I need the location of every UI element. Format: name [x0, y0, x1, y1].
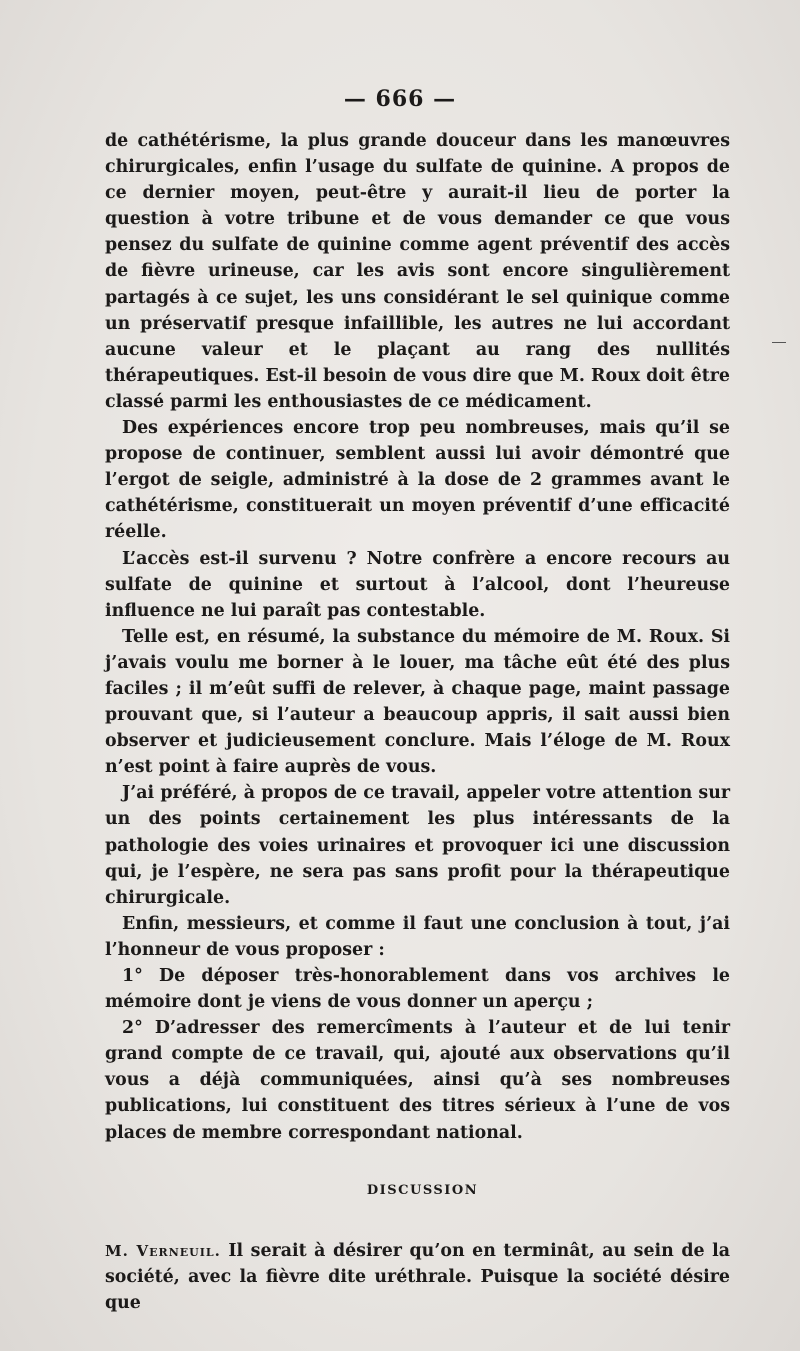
paragraph-5: J’ai préféré, à propos de ce travail, appeler votre attention sur un des points certainement les plus intéressants de la pathologie des voies urinaires et provoquer ici une discussion qui, je l’espère, ne sera pas sans profit pour la thérapeutique chirurgicale. — [105, 783, 730, 908]
body-text — [105, 128, 730, 1316]
speaker-name: M. Verneuil. — [105, 1241, 221, 1260]
paragraph-1: de cathétérisme, la plus grande douceur dans les manœuvres chirurgicales, enfin l’usage du sulfate de quinine. A propos de ce dernier moyen, peut-être y aurait-il lieu de porter la question à votre tribune et de vous demander ce que vous pensez du sulfate de quinine comme agent préventif des accès de fièvre urineuse, car les avis sont encore singulièrement partagés à ce sujet, les uns considérant le sel quinique comme un préservatif presque infaillible, les autres ne lui accordant aucune valeur et le plaçant au rang des nullités thérapeutiques. Est-il besoin de vous dire que M. Roux doit être classé parmi les enthousiastes de ce médicament. — [105, 131, 730, 412]
margin-mark — [772, 342, 786, 343]
paragraph-2: Des expériences encore trop peu nombreuses, mais qu’il se propose de continuer, semblent aussi lui avoir démontré que l’ergot de seigle, administré à la dose de 2 grammes avant le cathétérisme, constituerait un moyen préventif d’une efficacité réelle. — [105, 418, 730, 543]
discussion-text: Il serait à désirer qu’on en terminât, au sein de la société, avec la fièvre dite uréthrale. Puisque la société désire que — [105, 1240, 730, 1313]
page-number: — 666 — — [343, 86, 457, 112]
paragraph-7: 1° De déposer très-honorablement dans vos archives le mémoire dont je viens de vous donner un aperçu ; — [105, 966, 730, 1013]
paragraph-4: Telle est, en résumé, la substance du mémoire de M. Roux. Si j’avais voulu me borner à le louer, ma tâche eût été des plus faciles ; il m’eût suffi de relever, à chaque page, maint passage prouvant que, si l’auteur a beaucoup appris, il sait aussi bien observer et judicieusement conclure. Mais l’éloge de M. Roux n’est point à faire auprès de vous. — [105, 626, 730, 778]
paragraph-8: 2° D’adresser des remercîments à l’auteur et de lui tenir grand compte de ce travail, qui, ajouté aux observations qu’il vous a déjà communiquées, ainsi qu’à ses nombreuses publications, lui constituent des titres sérieux à l’une de vos places de membre correspondant national. — [105, 1018, 730, 1143]
section-heading: DISCUSSION — [366, 1182, 479, 1198]
paragraph-3: L’accès est-il survenu ? Notre confrère a encore recours au sulfate de quinine et surtout à l’alcool, dont l’heureuse influence ne lui paraît pas contestable. — [105, 548, 730, 621]
paragraph-6: Enfin, messieurs, et comme il faut une conclusion à tout, j’ai l’honneur de vous proposer : — [105, 913, 730, 960]
discussion-paragraph — [105, 1238, 730, 1316]
